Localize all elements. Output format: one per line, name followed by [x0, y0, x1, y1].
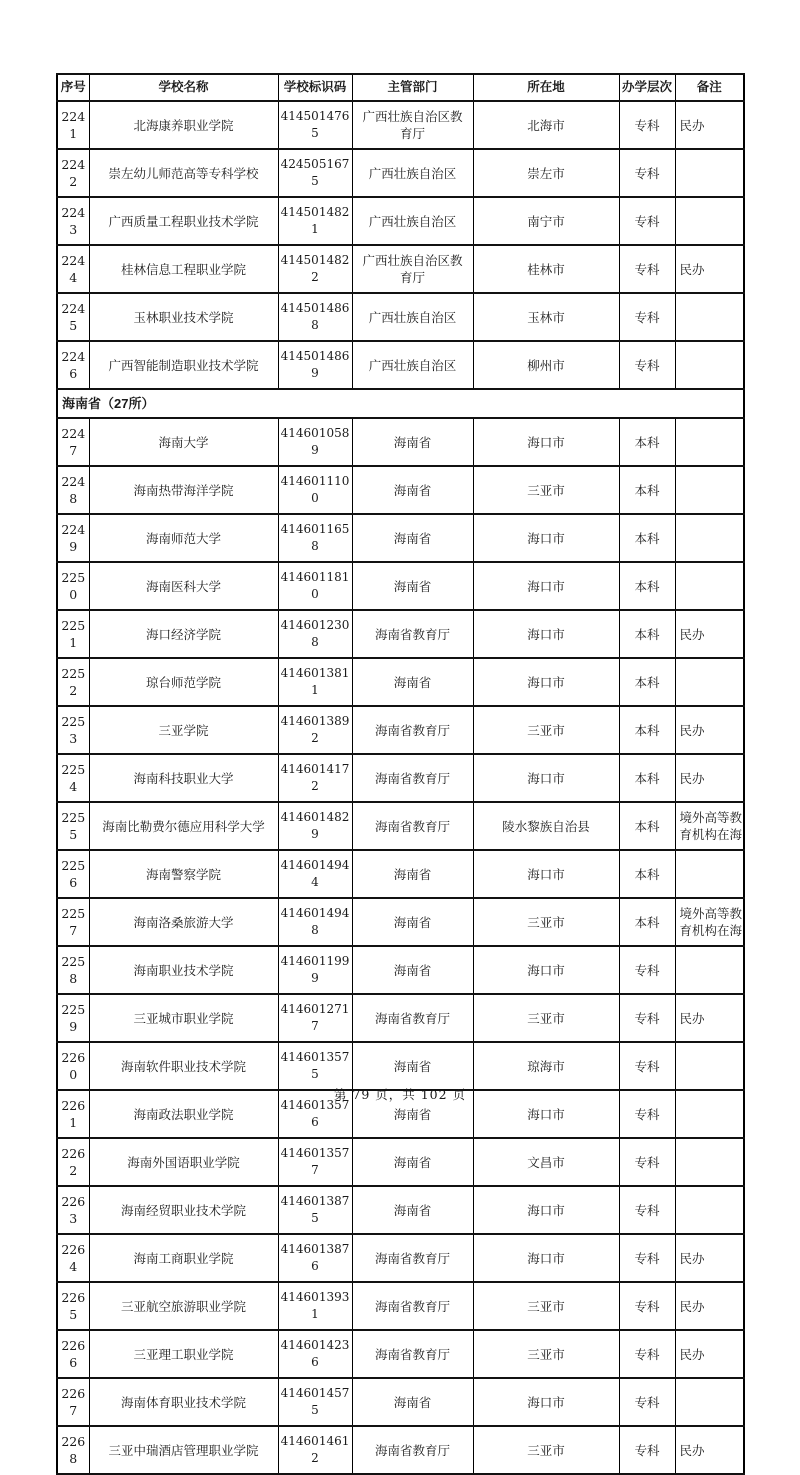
- remark-cell: [675, 850, 744, 898]
- school-id-code-cell: 4146013876: [278, 1234, 352, 1282]
- school-name-cell: 桂林信息工程职业学院: [89, 245, 278, 293]
- school-row: [57, 101, 744, 149]
- remark-cell: 境外高等教育机构在海: [675, 802, 744, 850]
- school-name-cell: 三亚学院: [89, 706, 278, 754]
- supervising-department-cell: 海南省: [352, 1042, 473, 1090]
- column-header-code: 学校标识码: [278, 74, 352, 101]
- location-cell: 桂林市: [473, 245, 619, 293]
- remark-cell: 民办: [675, 101, 744, 149]
- school-id-code-cell: 4146012308: [278, 610, 352, 658]
- supervising-department-cell: 海南省教育厅: [352, 1234, 473, 1282]
- remark-cell: 境外高等教育机构在海: [675, 898, 744, 946]
- education-level-cell: 专科: [619, 994, 675, 1042]
- school-row: [57, 1378, 744, 1426]
- school-name-cell: 海南软件职业技术学院: [89, 1042, 278, 1090]
- school-id-code-cell: 4145014869: [278, 341, 352, 389]
- row-number-cell: 2249: [57, 514, 89, 562]
- supervising-department-cell: 海南省教育厅: [352, 1282, 473, 1330]
- education-level-cell: 本科: [619, 418, 675, 466]
- row-number-cell: 2263: [57, 1186, 89, 1234]
- education-level-cell: 专科: [619, 1138, 675, 1186]
- location-cell: 三亚市: [473, 994, 619, 1042]
- education-level-cell: 专科: [619, 1234, 675, 1282]
- school-name-cell: 三亚城市职业学院: [89, 994, 278, 1042]
- row-number-cell: 2262: [57, 1138, 89, 1186]
- location-cell: 三亚市: [473, 1282, 619, 1330]
- school-name-cell: 三亚中瑞酒店管理职业学院: [89, 1426, 278, 1474]
- school-row: [57, 245, 744, 293]
- education-level-cell: 专科: [619, 1282, 675, 1330]
- location-cell: 三亚市: [473, 898, 619, 946]
- location-cell: 海口市: [473, 1090, 619, 1138]
- school-row: [57, 1282, 744, 1330]
- supervising-department-cell: 海南省: [352, 514, 473, 562]
- location-cell: 北海市: [473, 101, 619, 149]
- remark-cell: 民办: [675, 754, 744, 802]
- supervising-department-cell: 海南省: [352, 466, 473, 514]
- school-id-code-cell: 4146014612: [278, 1426, 352, 1474]
- remark-cell: [675, 1042, 744, 1090]
- education-level-cell: 本科: [619, 802, 675, 850]
- school-name-cell: 海南警察学院: [89, 850, 278, 898]
- school-row: [57, 1042, 744, 1090]
- row-number-cell: 2261: [57, 1090, 89, 1138]
- province-section-row: [57, 389, 744, 418]
- location-cell: 柳州市: [473, 341, 619, 389]
- school-id-code-cell: 4245051675: [278, 149, 352, 197]
- education-level-cell: 本科: [619, 658, 675, 706]
- location-cell: 三亚市: [473, 706, 619, 754]
- school-id-code-cell: 4145014765: [278, 101, 352, 149]
- school-row: [57, 341, 744, 389]
- row-number-cell: 2245: [57, 293, 89, 341]
- school-row: [57, 418, 744, 466]
- education-level-cell: 本科: [619, 898, 675, 946]
- supervising-department-cell: 海南省: [352, 1378, 473, 1426]
- location-cell: 海口市: [473, 562, 619, 610]
- education-level-cell: 专科: [619, 946, 675, 994]
- row-number-cell: 2258: [57, 946, 89, 994]
- location-cell: 南宁市: [473, 197, 619, 245]
- school-id-code-cell: 4146013576: [278, 1090, 352, 1138]
- location-cell: 文昌市: [473, 1138, 619, 1186]
- location-cell: 崇左市: [473, 149, 619, 197]
- school-name-cell: 海南外国语职业学院: [89, 1138, 278, 1186]
- school-row: [57, 1426, 744, 1474]
- education-level-cell: 专科: [619, 101, 675, 149]
- school-name-cell: 海南大学: [89, 418, 278, 466]
- supervising-department-cell: 海南省: [352, 658, 473, 706]
- supervising-department-cell: 海南省: [352, 898, 473, 946]
- remark-cell: [675, 562, 744, 610]
- school-id-code-cell: 4146013811: [278, 658, 352, 706]
- column-header-no: 序号: [57, 74, 89, 101]
- education-level-cell: 专科: [619, 149, 675, 197]
- remark-cell: [675, 1186, 744, 1234]
- school-id-code-cell: 4146013577: [278, 1138, 352, 1186]
- school-row: [57, 562, 744, 610]
- location-cell: 海口市: [473, 1378, 619, 1426]
- row-number-cell: 2243: [57, 197, 89, 245]
- row-number-cell: 2266: [57, 1330, 89, 1378]
- school-row: [57, 802, 744, 850]
- province-section-label: 海南省（27所）: [57, 389, 744, 418]
- education-level-cell: 本科: [619, 754, 675, 802]
- remark-cell: 民办: [675, 1234, 744, 1282]
- supervising-department-cell: 海南省: [352, 1090, 473, 1138]
- school-row: [57, 706, 744, 754]
- school-row: [57, 1234, 744, 1282]
- school-name-cell: 海南师范大学: [89, 514, 278, 562]
- school-id-code-cell: 4146013875: [278, 1186, 352, 1234]
- remark-cell: [675, 341, 744, 389]
- remark-cell: [675, 514, 744, 562]
- row-number-cell: 2248: [57, 466, 89, 514]
- education-level-cell: 专科: [619, 1090, 675, 1138]
- row-number-cell: 2256: [57, 850, 89, 898]
- school-name-cell: 三亚航空旅游职业学院: [89, 1282, 278, 1330]
- school-name-cell: 琼台师范学院: [89, 658, 278, 706]
- row-number-cell: 2260: [57, 1042, 89, 1090]
- school-name-cell: 海南职业技术学院: [89, 946, 278, 994]
- remark-cell: [675, 293, 744, 341]
- school-row: [57, 658, 744, 706]
- remark-cell: 民办: [675, 706, 744, 754]
- school-id-code-cell: 4146013931: [278, 1282, 352, 1330]
- supervising-department-cell: 广西壮族自治区: [352, 341, 473, 389]
- location-cell: 海口市: [473, 754, 619, 802]
- school-name-cell: 崇左幼儿师范高等专科学校: [89, 149, 278, 197]
- school-id-code-cell: 4146014172: [278, 754, 352, 802]
- column-header-name: 学校名称: [89, 74, 278, 101]
- school-name-cell: 海南经贸职业技术学院: [89, 1186, 278, 1234]
- table-header-row: [57, 74, 744, 101]
- school-id-code-cell: 4146014829: [278, 802, 352, 850]
- education-level-cell: 专科: [619, 341, 675, 389]
- location-cell: 琼海市: [473, 1042, 619, 1090]
- school-name-cell: 海南洛桑旅游大学: [89, 898, 278, 946]
- row-number-cell: 2253: [57, 706, 89, 754]
- remark-cell: [675, 1138, 744, 1186]
- education-level-cell: 专科: [619, 1042, 675, 1090]
- education-level-cell: 专科: [619, 1186, 675, 1234]
- row-number-cell: 2252: [57, 658, 89, 706]
- remark-cell: 民办: [675, 1282, 744, 1330]
- remark-cell: 民办: [675, 610, 744, 658]
- school-row: [57, 1138, 744, 1186]
- row-number-cell: 2264: [57, 1234, 89, 1282]
- school-row: [57, 994, 744, 1042]
- remark-cell: [675, 418, 744, 466]
- supervising-department-cell: 广西壮族自治区: [352, 149, 473, 197]
- school-name-cell: 海南体育职业技术学院: [89, 1378, 278, 1426]
- location-cell: 海口市: [473, 610, 619, 658]
- education-level-cell: 专科: [619, 197, 675, 245]
- location-cell: 玉林市: [473, 293, 619, 341]
- supervising-department-cell: 广西壮族自治区教育厅: [352, 101, 473, 149]
- column-header-note: 备注: [675, 74, 744, 101]
- supervising-department-cell: 海南省: [352, 418, 473, 466]
- supervising-department-cell: 广西壮族自治区: [352, 293, 473, 341]
- supervising-department-cell: 海南省教育厅: [352, 706, 473, 754]
- row-number-cell: 2267: [57, 1378, 89, 1426]
- school-row: [57, 1186, 744, 1234]
- school-id-code-cell: 4146011100: [278, 466, 352, 514]
- school-id-code-cell: 4146013892: [278, 706, 352, 754]
- school-row: [57, 1330, 744, 1378]
- supervising-department-cell: 海南省: [352, 946, 473, 994]
- school-id-code-cell: 4146011999: [278, 946, 352, 994]
- school-name-cell: 海南热带海洋学院: [89, 466, 278, 514]
- row-number-cell: 2254: [57, 754, 89, 802]
- row-number-cell: 2246: [57, 341, 89, 389]
- remark-cell: [675, 466, 744, 514]
- school-row: [57, 610, 744, 658]
- school-row: [57, 754, 744, 802]
- education-level-cell: 本科: [619, 562, 675, 610]
- school-row: [57, 514, 744, 562]
- remark-cell: [675, 1378, 744, 1426]
- location-cell: 海口市: [473, 850, 619, 898]
- school-row: [57, 946, 744, 994]
- remark-cell: 民办: [675, 994, 744, 1042]
- school-id-code-cell: 4145014822: [278, 245, 352, 293]
- school-id-code-cell: 4146014948: [278, 898, 352, 946]
- school-row: [57, 293, 744, 341]
- supervising-department-cell: 海南省教育厅: [352, 610, 473, 658]
- school-id-code-cell: 4146011658: [278, 514, 352, 562]
- row-number-cell: 2255: [57, 802, 89, 850]
- school-name-cell: 海南比勒费尔德应用科学大学: [89, 802, 278, 850]
- school-row: [57, 466, 744, 514]
- school-name-cell: 玉林职业技术学院: [89, 293, 278, 341]
- school-row: [57, 898, 744, 946]
- school-name-cell: 海南医科大学: [89, 562, 278, 610]
- school-id-code-cell: 4146014944: [278, 850, 352, 898]
- school-id-code-cell: 4146010589: [278, 418, 352, 466]
- supervising-department-cell: 广西壮族自治区教育厅: [352, 245, 473, 293]
- school-name-cell: 海口经济学院: [89, 610, 278, 658]
- remark-cell: [675, 149, 744, 197]
- row-number-cell: 2244: [57, 245, 89, 293]
- school-row: [57, 197, 744, 245]
- education-level-cell: 专科: [619, 1378, 675, 1426]
- document-page: [56, 73, 745, 1475]
- page-number-footer: 第 79 页，共 102 页: [333, 1087, 467, 1102]
- supervising-department-cell: 海南省教育厅: [352, 1426, 473, 1474]
- remark-cell: [675, 946, 744, 994]
- remark-cell: 民办: [675, 245, 744, 293]
- row-number-cell: 2241: [57, 101, 89, 149]
- location-cell: 三亚市: [473, 466, 619, 514]
- location-cell: 海口市: [473, 418, 619, 466]
- school-id-code-cell: 4146012717: [278, 994, 352, 1042]
- education-level-cell: 本科: [619, 514, 675, 562]
- supervising-department-cell: 海南省: [352, 562, 473, 610]
- school-id-code-cell: 4146011810: [278, 562, 352, 610]
- row-number-cell: 2242: [57, 149, 89, 197]
- school-name-cell: 广西质量工程职业技术学院: [89, 197, 278, 245]
- location-cell: 海口市: [473, 1186, 619, 1234]
- school-id-code-cell: 4146014575: [278, 1378, 352, 1426]
- school-name-cell: 三亚理工职业学院: [89, 1330, 278, 1378]
- school-name-cell: 广西智能制造职业技术学院: [89, 341, 278, 389]
- school-row: [57, 850, 744, 898]
- row-number-cell: 2251: [57, 610, 89, 658]
- education-level-cell: 本科: [619, 610, 675, 658]
- supervising-department-cell: 海南省教育厅: [352, 1330, 473, 1378]
- school-id-code-cell: 4146013575: [278, 1042, 352, 1090]
- supervising-department-cell: 广西壮族自治区: [352, 197, 473, 245]
- school-id-code-cell: 4145014821: [278, 197, 352, 245]
- supervising-department-cell: 海南省: [352, 1138, 473, 1186]
- education-level-cell: 专科: [619, 1426, 675, 1474]
- location-cell: 海口市: [473, 658, 619, 706]
- education-level-cell: 专科: [619, 245, 675, 293]
- school-row: [57, 149, 744, 197]
- remark-cell: 民办: [675, 1426, 744, 1474]
- supervising-department-cell: 海南省教育厅: [352, 994, 473, 1042]
- supervising-department-cell: 海南省教育厅: [352, 754, 473, 802]
- supervising-department-cell: 海南省: [352, 850, 473, 898]
- school-id-code-cell: 4145014868: [278, 293, 352, 341]
- row-number-cell: 2257: [57, 898, 89, 946]
- education-level-cell: 专科: [619, 293, 675, 341]
- location-cell: 海口市: [473, 1234, 619, 1282]
- education-level-cell: 本科: [619, 466, 675, 514]
- education-level-cell: 本科: [619, 706, 675, 754]
- column-header-level: 办学层次: [619, 74, 675, 101]
- location-cell: 三亚市: [473, 1330, 619, 1378]
- remark-cell: [675, 658, 744, 706]
- row-number-cell: 2247: [57, 418, 89, 466]
- education-level-cell: 本科: [619, 850, 675, 898]
- school-name-cell: 海南工商职业学院: [89, 1234, 278, 1282]
- remark-cell: [675, 197, 744, 245]
- column-header-dept: 主管部门: [352, 74, 473, 101]
- column-header-city: 所在地: [473, 74, 619, 101]
- location-cell: 陵水黎族自治县: [473, 802, 619, 850]
- supervising-department-cell: 海南省教育厅: [352, 802, 473, 850]
- school-list-table: [56, 73, 745, 1475]
- supervising-department-cell: 海南省: [352, 1186, 473, 1234]
- location-cell: 海口市: [473, 946, 619, 994]
- row-number-cell: 2268: [57, 1426, 89, 1474]
- row-number-cell: 2265: [57, 1282, 89, 1330]
- school-name-cell: 北海康养职业学院: [89, 101, 278, 149]
- location-cell: 三亚市: [473, 1426, 619, 1474]
- school-name-cell: 海南政法职业学院: [89, 1090, 278, 1138]
- education-level-cell: 专科: [619, 1330, 675, 1378]
- row-number-cell: 2259: [57, 994, 89, 1042]
- school-name-cell: 海南科技职业大学: [89, 754, 278, 802]
- school-id-code-cell: 4146014236: [278, 1330, 352, 1378]
- row-number-cell: 2250: [57, 562, 89, 610]
- remark-cell: 民办: [675, 1330, 744, 1378]
- location-cell: 海口市: [473, 514, 619, 562]
